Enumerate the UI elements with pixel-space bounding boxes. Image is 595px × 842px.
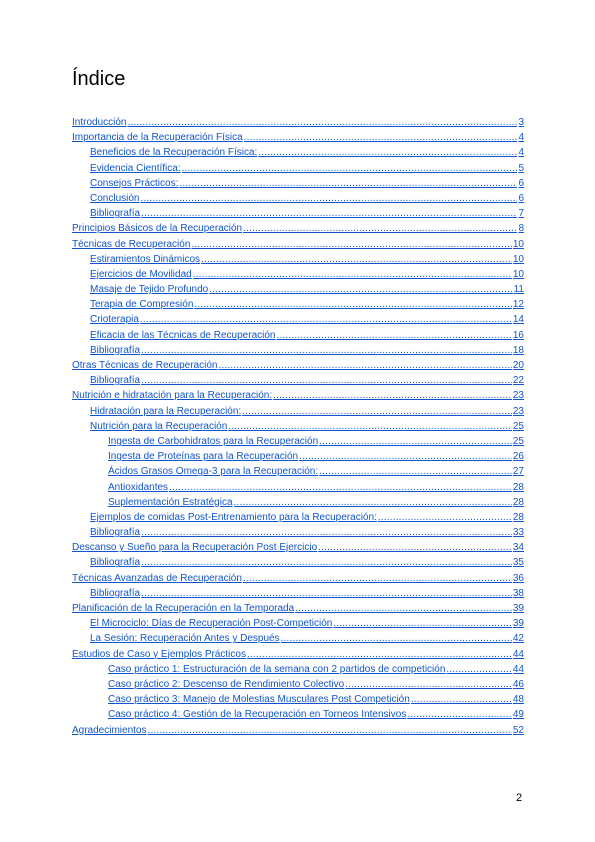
toc-dot-leader xyxy=(295,601,512,616)
toc-entry[interactable] xyxy=(72,388,524,403)
toc-dot-leader xyxy=(273,388,512,403)
toc-entry-label: Descanso y Sueño para la Recuperación Post Ejercicio xyxy=(72,542,318,554)
toc-entry-label: Caso práctico 2: Descenso de Rendimiento Colectivo xyxy=(108,678,345,690)
toc-entry[interactable] xyxy=(72,358,524,373)
toc-entry[interactable] xyxy=(72,252,524,267)
toc-entry-label: Eficacia de las Técnicas de Recuperación xyxy=(90,329,276,341)
toc-entry[interactable] xyxy=(72,586,524,601)
toc-entry-page: 25 xyxy=(512,435,524,447)
toc-entry-page: 18 xyxy=(512,344,524,356)
toc-entry-label: Conclusión xyxy=(90,192,140,204)
toc-entry-label: Antioxidantes xyxy=(108,481,169,493)
toc-dot-leader xyxy=(446,662,511,677)
toc-entry-label: Terapia de Compresión xyxy=(90,299,194,311)
toc-entry-page: 14 xyxy=(512,314,524,326)
toc-entry-page: 44 xyxy=(512,663,524,675)
toc-entry-page: 44 xyxy=(512,648,524,660)
toc-dot-leader xyxy=(141,206,517,221)
toc-entry-label: Planificación de la Recuperación en la Temporada xyxy=(72,603,295,614)
toc-entry-label: Ácidos Grasos Omega-3 para la Recuperación: xyxy=(108,466,319,478)
toc-dot-leader xyxy=(234,495,512,510)
toc-entry[interactable] xyxy=(72,707,524,722)
toc-entry-label: Crioterapia xyxy=(90,314,139,326)
toc-entry-page: 10 xyxy=(512,268,524,280)
toc-entry-page: 34 xyxy=(512,542,524,554)
toc-entry[interactable] xyxy=(72,616,524,631)
toc-entry-page: 26 xyxy=(512,451,524,463)
toc-dot-leader xyxy=(141,525,512,540)
toc-entry[interactable] xyxy=(72,540,524,555)
toc-entry[interactable] xyxy=(72,631,524,646)
toc-dot-leader xyxy=(141,586,512,601)
toc-entry-page: 33 xyxy=(512,527,524,539)
toc-entry[interactable] xyxy=(72,555,524,570)
toc-entry[interactable] xyxy=(72,176,524,191)
toc-entry[interactable] xyxy=(72,237,524,252)
toc-dot-leader xyxy=(258,145,517,160)
toc-dot-leader xyxy=(299,449,512,464)
toc-dot-leader xyxy=(140,312,512,327)
toc-dot-leader xyxy=(247,647,512,662)
toc-entry-page: 36 xyxy=(512,572,524,584)
toc-entry-page: 35 xyxy=(512,557,524,569)
toc-entry[interactable] xyxy=(72,328,524,343)
toc-entry-page: 28 xyxy=(512,511,524,523)
toc-dot-leader xyxy=(281,631,512,646)
toc-entry[interactable] xyxy=(72,677,524,692)
toc-dot-leader xyxy=(179,176,517,191)
toc-entry-label: Nutrición e hidratación para la Recuperación: xyxy=(72,390,273,402)
toc-entry[interactable] xyxy=(72,312,524,327)
toc-dot-leader xyxy=(243,571,512,586)
toc-entry-page: 42 xyxy=(512,633,524,645)
toc-entry-page: 16 xyxy=(512,329,524,341)
toc-entry-page: 28 xyxy=(512,496,524,508)
toc-entry-label: Ingesta de Proteínas para la Recuperación xyxy=(108,451,299,463)
toc-dot-leader xyxy=(141,343,512,358)
toc-entry-label: Caso práctico 4: Gestión de la Recuperación en Torneos Intensivos xyxy=(108,709,407,721)
toc-entry[interactable] xyxy=(72,480,524,495)
toc-entry-label: Caso práctico 1: Estructuración de la semana con 2 partidos de competición xyxy=(108,663,446,675)
toc-entry-label: Bibliografía xyxy=(90,344,141,356)
toc-entry-label: Masaje de Tejido Profundo xyxy=(90,284,209,296)
toc-dot-leader xyxy=(127,115,517,130)
toc-dot-leader xyxy=(218,358,511,373)
toc-entry[interactable] xyxy=(72,206,524,221)
page-number: 2 xyxy=(516,792,523,804)
toc-entry[interactable] xyxy=(72,282,524,297)
toc-entry[interactable] xyxy=(72,343,524,358)
toc-dot-leader xyxy=(169,480,512,495)
toc-entry-page: 20 xyxy=(512,360,524,371)
toc-dot-leader xyxy=(244,130,518,145)
toc-entry-label: Principios Básicos de la Recuperación xyxy=(72,223,243,235)
toc-entry-page: 25 xyxy=(512,420,524,432)
toc-entry[interactable] xyxy=(72,662,524,677)
toc-entry-label: Ejemplos de comidas Post-Entrenamiento para la Recuperación: xyxy=(90,511,377,523)
toc-dot-leader xyxy=(345,677,512,692)
toc-entry-page: 8 xyxy=(518,223,524,235)
toc-entry[interactable] xyxy=(72,419,524,434)
toc-dot-leader xyxy=(193,267,512,282)
toc-entry-page: 46 xyxy=(512,678,524,690)
toc-dot-leader xyxy=(333,616,512,631)
toc-entry-page: 12 xyxy=(512,299,524,311)
toc-entry-label: Estiramientos Dinámicos xyxy=(90,253,201,265)
toc-dot-leader xyxy=(319,464,512,479)
toc-entry[interactable] xyxy=(72,434,524,449)
toc-dot-leader xyxy=(209,282,512,297)
toc-entry[interactable] xyxy=(72,692,524,707)
toc-entry-page: 39 xyxy=(512,603,524,614)
toc-entry-page: 27 xyxy=(512,466,524,478)
toc-entry-page: 4 xyxy=(518,147,524,159)
toc-entry[interactable] xyxy=(72,723,524,738)
toc-dot-leader xyxy=(319,434,512,449)
toc-entry-page: 23 xyxy=(512,390,524,402)
toc-entry[interactable] xyxy=(72,464,524,479)
toc-dot-leader xyxy=(141,373,512,388)
toc-entry[interactable] xyxy=(72,449,524,464)
toc-entry-label: Bibliografía xyxy=(90,375,141,387)
toc-entry[interactable] xyxy=(72,297,524,312)
toc-dot-leader xyxy=(201,252,512,267)
toc-entry-page: 48 xyxy=(512,694,524,706)
toc-entry[interactable] xyxy=(72,525,524,540)
toc-entry-page: 39 xyxy=(512,618,524,630)
toc-entry-label: Nutrición para la Recuperación xyxy=(90,420,228,432)
page-title: Índice xyxy=(72,68,126,90)
toc-entry[interactable] xyxy=(72,130,524,145)
toc-entry-label: Estudios de Caso y Ejemplos Prácticos xyxy=(72,648,246,660)
toc-entry[interactable] xyxy=(72,161,524,176)
toc-dot-leader xyxy=(194,297,511,312)
toc-dot-leader xyxy=(378,510,512,525)
toc-dot-leader xyxy=(276,328,511,343)
toc-dot-leader xyxy=(182,161,518,176)
toc-entry-label: Consejos Prácticos: xyxy=(90,177,179,189)
toc-entry[interactable] xyxy=(72,495,524,510)
toc-entry-page: 23 xyxy=(512,405,524,417)
toc-entry[interactable] xyxy=(72,373,524,388)
toc-entry-label: Caso práctico 3: Manejo de Molestias Musculares Post Competición xyxy=(108,694,410,706)
toc-entry[interactable] xyxy=(72,145,524,160)
toc-entry-page: 22 xyxy=(512,375,524,387)
toc-entry-label: Ejercicios de Movilidad xyxy=(90,268,192,280)
toc-entry-label: Agradecimientos xyxy=(72,724,147,736)
toc-dot-leader xyxy=(191,237,511,252)
toc-entry-label: Beneficios de la Recuperación Física: xyxy=(90,147,258,159)
toc-entry-page: 5 xyxy=(518,162,524,174)
toc-entry-label: Ingesta de Carbohidratos para la Recuperación xyxy=(108,435,319,447)
toc-entry-label: Introducción xyxy=(72,117,127,128)
toc-entry-page: 7 xyxy=(518,208,524,220)
table-of-contents xyxy=(72,115,524,738)
toc-entry-page: 49 xyxy=(512,709,524,721)
toc-dot-leader xyxy=(243,221,517,236)
toc-entry[interactable] xyxy=(72,115,524,130)
toc-entry-label: Otras Técnicas de Recuperación xyxy=(72,360,218,371)
toc-entry-label: El Microciclo: Días de Recuperación Post-Competición xyxy=(90,618,333,630)
toc-entry-page: 10 xyxy=(512,238,524,250)
toc-entry[interactable] xyxy=(72,647,524,662)
toc-entry-label: Hidratación para la Recuperación: xyxy=(90,405,242,417)
toc-dot-leader xyxy=(147,723,511,738)
toc-entry[interactable] xyxy=(72,571,524,586)
toc-entry[interactable] xyxy=(72,510,524,525)
toc-entry[interactable] xyxy=(72,601,524,616)
toc-entry-label: Bibliografía xyxy=(90,527,141,539)
toc-dot-leader xyxy=(140,191,517,206)
toc-entry-label: Evidencia Científica: xyxy=(90,162,181,174)
toc-entry-label: Importancia de la Recuperación Física xyxy=(72,132,243,144)
toc-entry-page: 38 xyxy=(512,587,524,599)
toc-entry-label: Técnicas de Recuperación xyxy=(72,238,191,250)
toc-entry-page: 10 xyxy=(512,253,524,265)
toc-dot-leader xyxy=(407,707,512,722)
toc-entry-page: 3 xyxy=(518,117,524,128)
toc-dot-leader xyxy=(228,419,512,434)
toc-entry-label: Bibliografía xyxy=(90,557,141,569)
toc-entry-page: 52 xyxy=(512,724,524,736)
toc-dot-leader xyxy=(411,692,512,707)
toc-entry-page: 28 xyxy=(512,481,524,493)
toc-entry[interactable] xyxy=(72,404,524,419)
toc-entry-page: 6 xyxy=(518,177,524,189)
toc-dot-leader xyxy=(242,404,512,419)
toc-entry[interactable] xyxy=(72,267,524,282)
toc-entry-page: 11 xyxy=(513,284,524,296)
toc-entry-page: 6 xyxy=(518,192,524,204)
toc-entry-label: Bibliografía xyxy=(90,208,141,220)
toc-entry-label: Suplementación Estratégica xyxy=(108,496,233,508)
toc-dot-leader xyxy=(318,540,512,555)
toc-entry-label: Técnicas Avanzadas de Recuperación xyxy=(72,572,242,584)
toc-entry-label: Bibliografía xyxy=(90,587,141,599)
toc-dot-leader xyxy=(141,555,512,570)
toc-entry[interactable] xyxy=(72,191,524,206)
toc-entry-label: La Sesión: Recuperación Antes y Después xyxy=(90,633,280,645)
toc-entry[interactable] xyxy=(72,221,524,236)
toc-entry-page: 4 xyxy=(518,132,524,144)
